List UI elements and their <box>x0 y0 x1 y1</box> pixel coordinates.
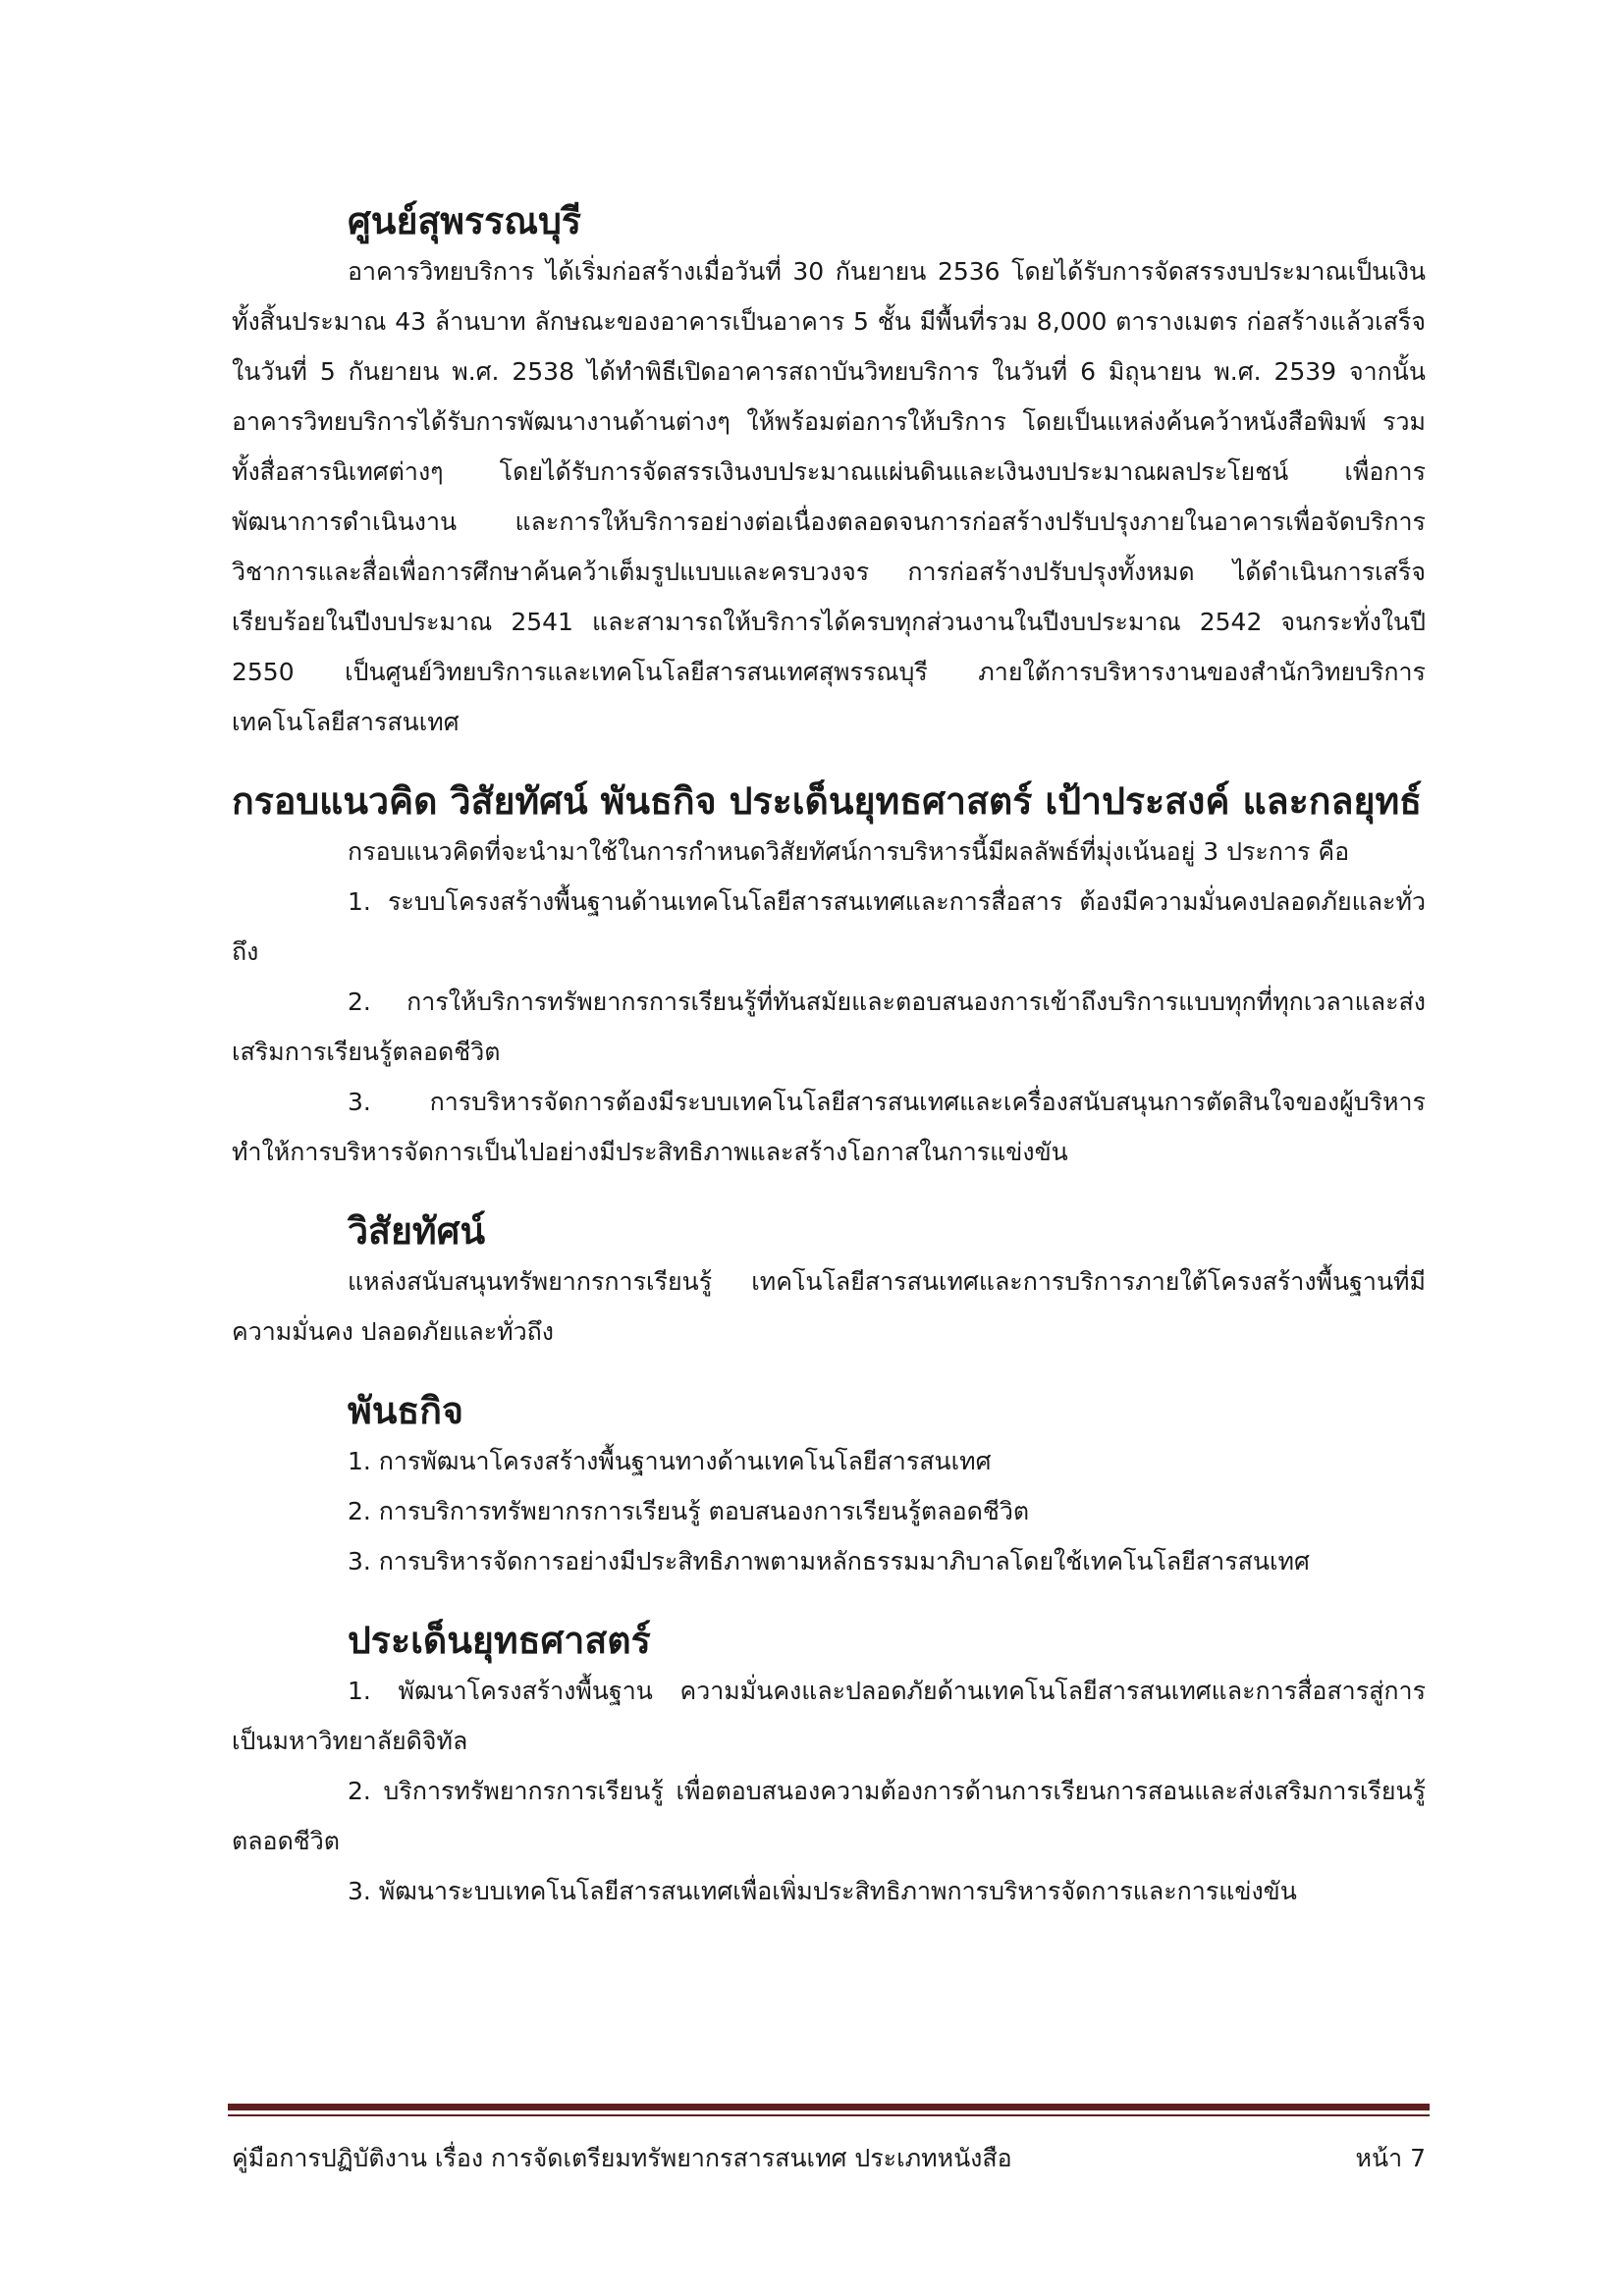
strategy-item-1: 1. พัฒนาโครงสร้างพื้นฐาน ความมั่นคงและปลอดภัยด้านเทคโนโลยีสารสนเทศและการสื่อสารสู่การเป็นมหาวิทยาลัยดิจิทัล <box>232 1677 1426 1755</box>
spacer <box>232 1357 1426 1386</box>
section-heading-suphanburi: ศูนย์สุพรรณบุรี <box>348 199 582 242</box>
footer-divider-thick <box>228 2104 1430 2110</box>
footer-title: คู่มือการปฏิบัติงาน เรื่อง การจัดเตรียมทรัพยากรสารสนเทศ ประเภทหนังสือ <box>232 2144 1012 2172</box>
section-heading-vision: วิสัยทัศน์ <box>348 1209 486 1253</box>
page-number: หน้า 7 <box>1355 2144 1426 2172</box>
framework-item-2: 2. การให้บริการทรัพยากรการเรียนรู้ที่ทันสมัยและตอบสนองการเข้าถึงบริการแบบทุกที่ทุกเวลาและส่งเสริมการเรียนรู้ตลอดชีวิต <box>232 988 1426 1066</box>
page-content <box>232 196 1426 1916</box>
paragraph-suphanburi-history: อาคารวิทยบริการ ได้เริ่มก่อสร้างเมื่อวันที่ 30 กันยายน 2536 โดยได้รับการจัดสรรงบประมาณเป็นเงินทั้งสิ้นประมาณ 43 ล้านบาท ลักษณะของอาคารเป็นอาคาร 5 ชั้น มีพื้นที่รวม 8,000 ตารางเมตร ก่อสร้างแล้วเสร็จในวันที่ 5 กันยายน พ.ศ. 2538 ได้ทำพิธีเปิดอาคารสถาบันวิทยบริการ ในวันที่ 6 มิถุนายน พ.ศ. 2539 จากนั้นอาคารวิทยบริการได้รับการพัฒนางานด้านต่างๆ ให้พร้อมต่อการให้บริการ โดยเป็นแหล่งค้นคว้าหนังสือพิมพ์ รวมทั้งสื่อสารนิเทศต่างๆ โดยได้รับการจัดสรรเงินงบประมาณแผ่นดินและเงินงบประมาณผลประโยชน์ เพื่อการพัฒนาการดำเนินงาน และการให้บริการอย่างต่อเนื่องตลอดจนการก่อสร้างปรับปรุงภายในอาคารเพื่อจัดบริการวิชาการและสื่อเพื่อการศึกษาค้นคว้าเต็มรูปแบบและครบวงจร การก่อสร้างปรับปรุงทั้งหมด ได้ดำเนินการเสร็จเรียบร้อยในปีงบประมาณ 2541 และสามารถให้บริการได้ครบทุกส่วนงานในปีงบประมาณ 2542 จนกระทั่งในปี 2550 เป็นศูนย์วิทยบริการและเทคโนโลยีสารสนเทศสุพรรณบุรี ภายใต้การบริหารงานของสำนักวิทยบริการเทคโนโลยีสารสนเทศ <box>232 257 1426 736</box>
mission-item-2: 2. การบริการทรัพยากรการเรียนรู้ ตอบสนองการเรียนรู้ตลอดชีวิต <box>348 1497 1030 1525</box>
strategy-item-3: 3. พัฒนาระบบเทคโนโลยีสารสนเทศเพื่อเพิ่มประสิทธิภาพการบริหารจัดการและการแข่งขัน <box>348 1877 1297 1905</box>
framework-intro: กรอบแนวคิดที่จะนำมาใช้ในการกำหนดวิสัยทัศน์การบริหารนี้มีผลลัพธ์ที่มุ่งเน้นอยู่ 3 ประการ คือ <box>348 837 1350 866</box>
strategy-item-2: 2. บริการทรัพยากรการเรียนรู้ เพื่อตอบสนองความต้องการด้านการเรียนการสอนและส่งเสริมการเรียนรู้ตลอดชีวิต <box>232 1777 1426 1855</box>
section-heading-framework: กรอบแนวคิด วิสัยทัศน์ พันธกิจ ประเด็นยุทธศาสตร์ เป้าประสงค์ และกลยุทธ์ <box>232 779 1423 823</box>
page-footer <box>232 2141 1426 2176</box>
footer-divider-thin <box>228 2114 1430 2116</box>
vision-text: แหล่งสนับสนุนทรัพยากรการเรียนรู้ เทคโนโลยีสารสนเทศและการบริการภายใต้โครงสร้างพื้นฐานที่มีความมั่นคง ปลอดภัยและทั่วถึง <box>232 1267 1426 1346</box>
mission-item-3: 3. การบริหารจัดการอย่างมีประสิทธิภาพตามหลักธรรมมาภิบาลโดยใช้เทคโนโลยีสารสนเทศ <box>348 1547 1310 1575</box>
framework-item-3: 3. การบริหารจัดการต้องมีระบบเทคโนโลยีสารสนเทศและเครื่องสนับสนุนการตัดสินใจของผู้บริหาร ทำให้การบริหารจัดการเป็นไปอย่างมีประสิทธิภาพและสร้างโอกาสในการแข่งขัน <box>232 1088 1426 1166</box>
framework-item-1: 1. ระบบโครงสร้างพื้นฐานด้านเทคโนโลยีสารสนเทศและการสื่อสาร ต้องมีความมั่นคงปลอดภัยและทั่วถึง <box>232 887 1426 966</box>
spacer <box>232 1586 1426 1616</box>
spacer <box>232 1177 1426 1206</box>
section-heading-mission: พันธกิจ <box>348 1389 463 1432</box>
spacer <box>232 747 1426 776</box>
mission-item-1: 1. การพัฒนาโครงสร้างพื้นฐานทางด้านเทคโนโลยีสารสนเทศ <box>348 1447 992 1475</box>
section-heading-strategy: ประเด็นยุทธศาสตร์ <box>348 1619 651 1662</box>
